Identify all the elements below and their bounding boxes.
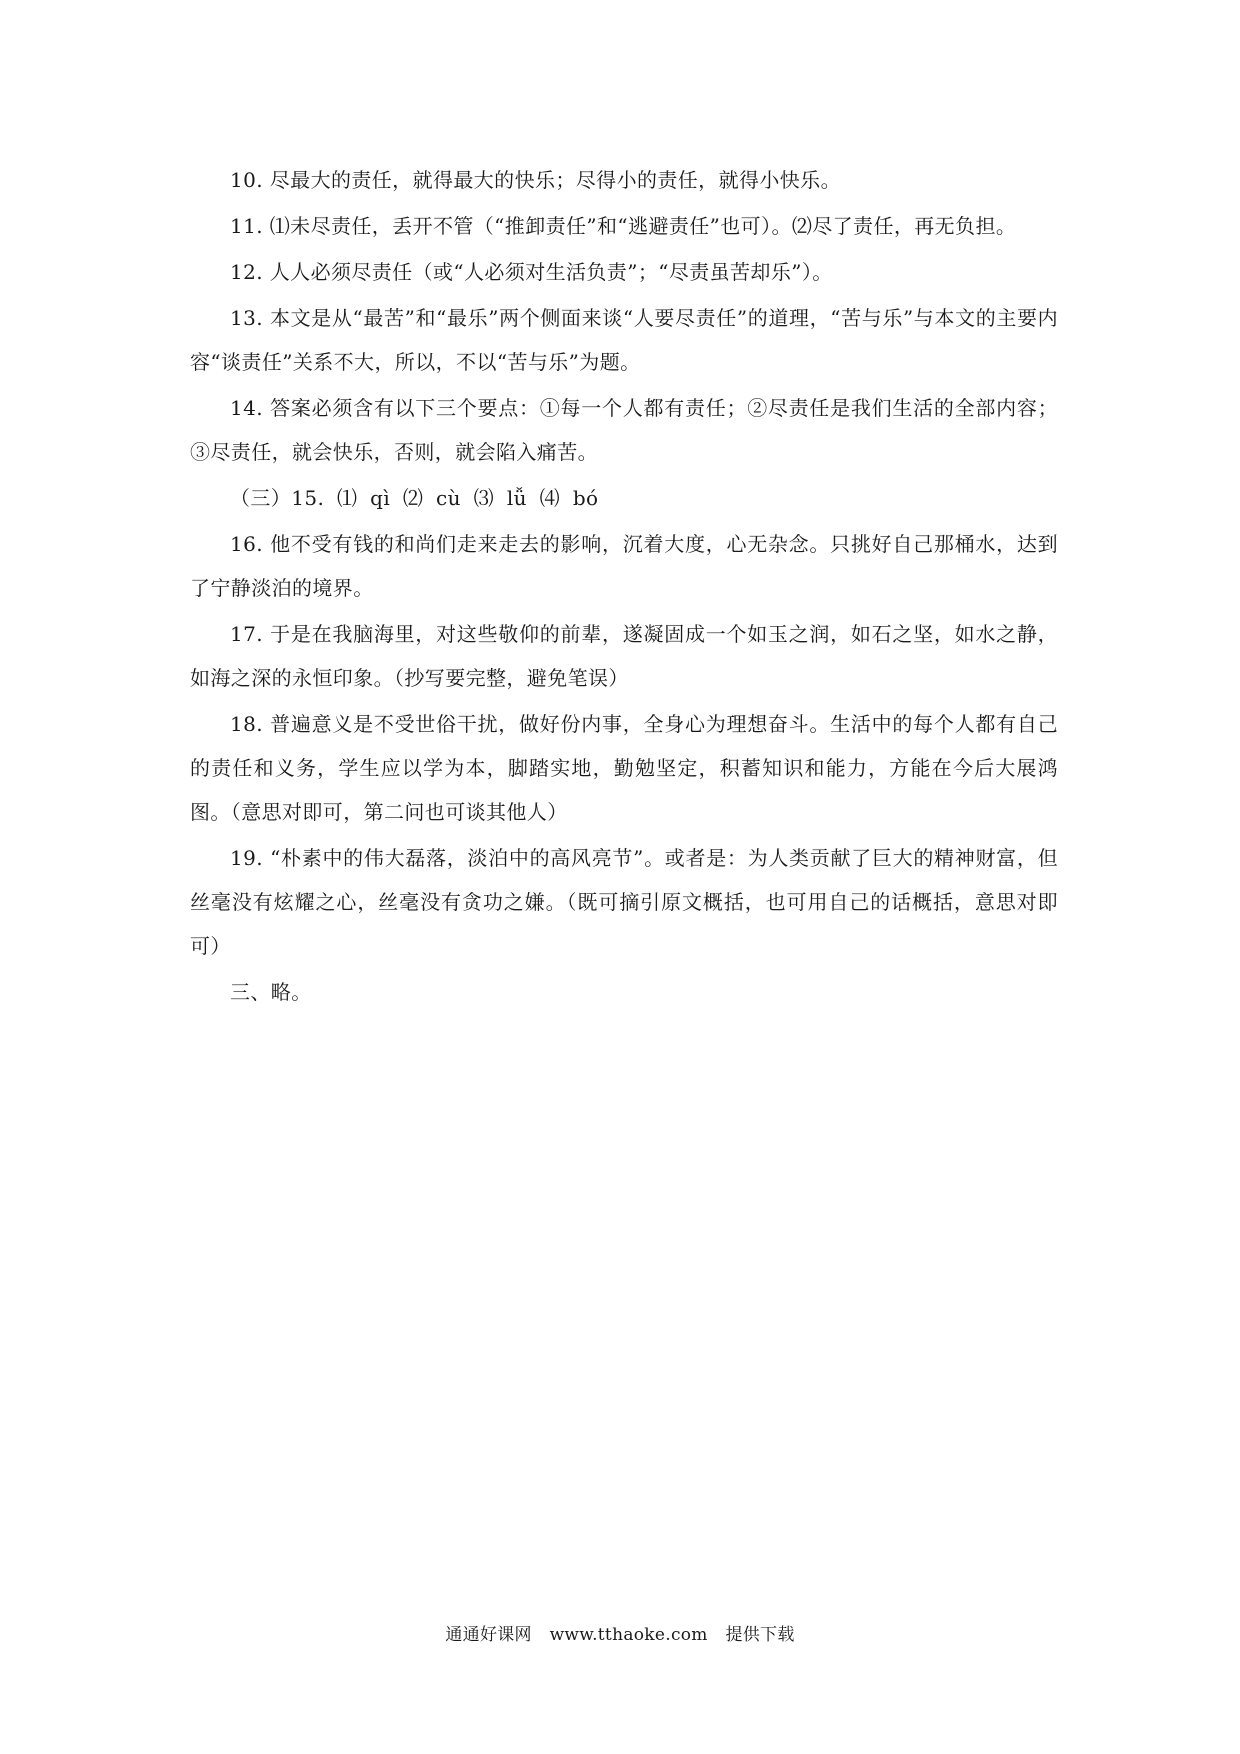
answer-11: 11. ⑴未尽责任，丢开不管（“推卸责任”和“逃避责任”也可）。⑵尽了责任，再无负担。 <box>230 214 1017 238</box>
footer-url[interactable]: www.tthaoke.com <box>549 1625 708 1645</box>
answer-18: 18. 普遍意义是不受世俗干扰，做好份内事，全身心为理想奋斗。生活中的每个人都有自己的责任和义务，学生应以学为本，脚踏实地，勤勉坚定，积蓄知识和能力，方能在今后大展鸿图。（意思对即可，第二问也可谈其他人） <box>190 712 1058 824</box>
page-footer <box>0 1620 1240 1645</box>
answer-16: 16. 他不受有钱的和尚们走来走去的影响，沉着大度，心无杂念。只挑好自己那桶水，达到了宁静淡泊的境界。 <box>190 532 1058 600</box>
section-3-answer: 三、略。 <box>230 980 312 1004</box>
answer-12: 12. 人人必须尽责任（或“人必须对生活负责”；“尽责虽苦却乐”）。 <box>230 260 833 284</box>
answer-19: 19. “朴素中的伟大磊落，淡泊中的高风亮节”。或者是：为人类贡献了巨大的精神财富，但丝毫没有炫耀之心，丝毫没有贪功之嫌。（既可摘引原文概括，也可用自己的话概括，意思对即可） <box>190 846 1058 958</box>
footer-site-name: 通通好课网 <box>445 1625 532 1645</box>
answer-body <box>190 158 1058 1016</box>
answer-14: 14. 答案必须含有以下三个要点：①每一个人都有责任；②尽责任是我们生活的全部内容；③尽责任，就会快乐，否则，就会陷入痛苦。 <box>190 396 1058 464</box>
footer-suffix: 提供下载 <box>725 1625 795 1645</box>
answer-13: 13. 本文是从“最苦”和“最乐”两个侧面来谈“人要尽责任”的道理，“苦与乐”与本文的主要内容“谈责任”关系不大，所以，不以“苦与乐”为题。 <box>190 306 1058 374</box>
answer-10: 10. 尽最大的责任，就得最大的快乐；尽得小的责任，就得小快乐。 <box>230 168 841 192</box>
answer-15-pinyin: （三）15. ⑴ qì ⑵ cù ⑶ lǚ ⑷ bó <box>230 486 599 510</box>
answer-17: 17. 于是在我脑海里，对这些敬仰的前辈，遂凝固成一个如玉之润，如石之坚，如水之静，如海之深的永恒印象。（抄写要完整，避免笔误） <box>190 622 1058 690</box>
